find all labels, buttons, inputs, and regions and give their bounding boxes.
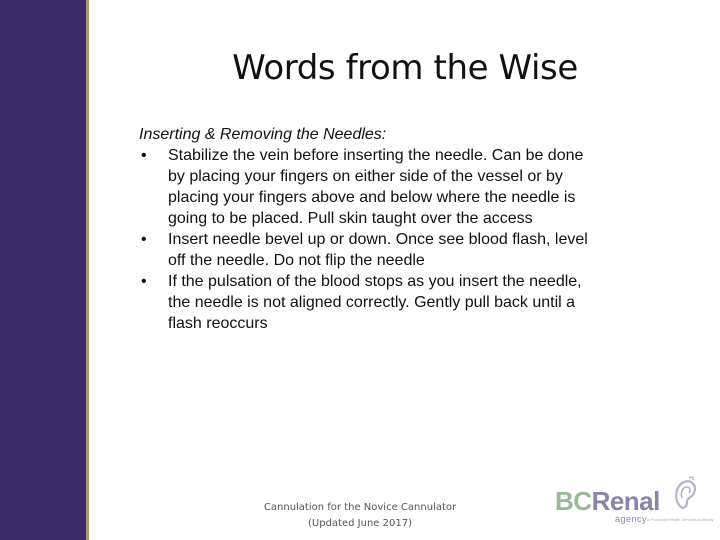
bullet-line: placing your fingers above and below where the needle is	[168, 189, 576, 206]
logo-bc-text: BC	[555, 486, 592, 516]
bullet-icon: •	[141, 273, 147, 290]
bullet-line: flash reoccurs	[168, 315, 268, 332]
slide-footer	[250, 500, 470, 532]
bullet-line: If the pulsation of the blood stops as you insert the needle,	[168, 273, 582, 290]
logo-wordmark	[555, 486, 660, 517]
bullet-line: off the needle. Do not flip the needle	[168, 252, 425, 269]
bullet-line: the needle is not aligned correctly. Gently pull back until a	[168, 294, 576, 311]
bullet-line: Stabilize the vein before inserting the needle. Can be done	[168, 147, 584, 164]
bullet-item	[139, 229, 679, 271]
logo-agency-text: agency	[615, 514, 648, 524]
bullet-item	[139, 145, 679, 229]
bullet-line: going to be placed. Pull skin taught over the access	[168, 210, 533, 227]
logo-renal-text: Renal	[591, 486, 660, 516]
bullet-icon: •	[141, 147, 147, 164]
bullet-icon: •	[141, 231, 147, 248]
slide-title: Words from the Wise	[232, 48, 578, 88]
footer-date: (Updated June 2017)	[308, 518, 412, 529]
slide-subheading: Inserting & Removing the Needles:	[139, 126, 387, 143]
bullet-list	[139, 145, 679, 334]
bullet-item	[139, 271, 679, 334]
side-accent-bar	[0, 0, 89, 540]
slide-body	[139, 124, 679, 334]
footer-title: Cannulation for the Novice Cannulator	[263, 502, 457, 513]
bc-renal-logo	[555, 470, 715, 530]
logo-tagline: a Provincial Health Services Authority	[647, 517, 714, 522]
bullet-line: Insert needle bevel up or down. Once see blood flash, level	[168, 231, 588, 248]
bullet-line: by placing your fingers on either side of the vessel or by	[168, 168, 563, 185]
ear-logo-icon	[672, 476, 698, 514]
